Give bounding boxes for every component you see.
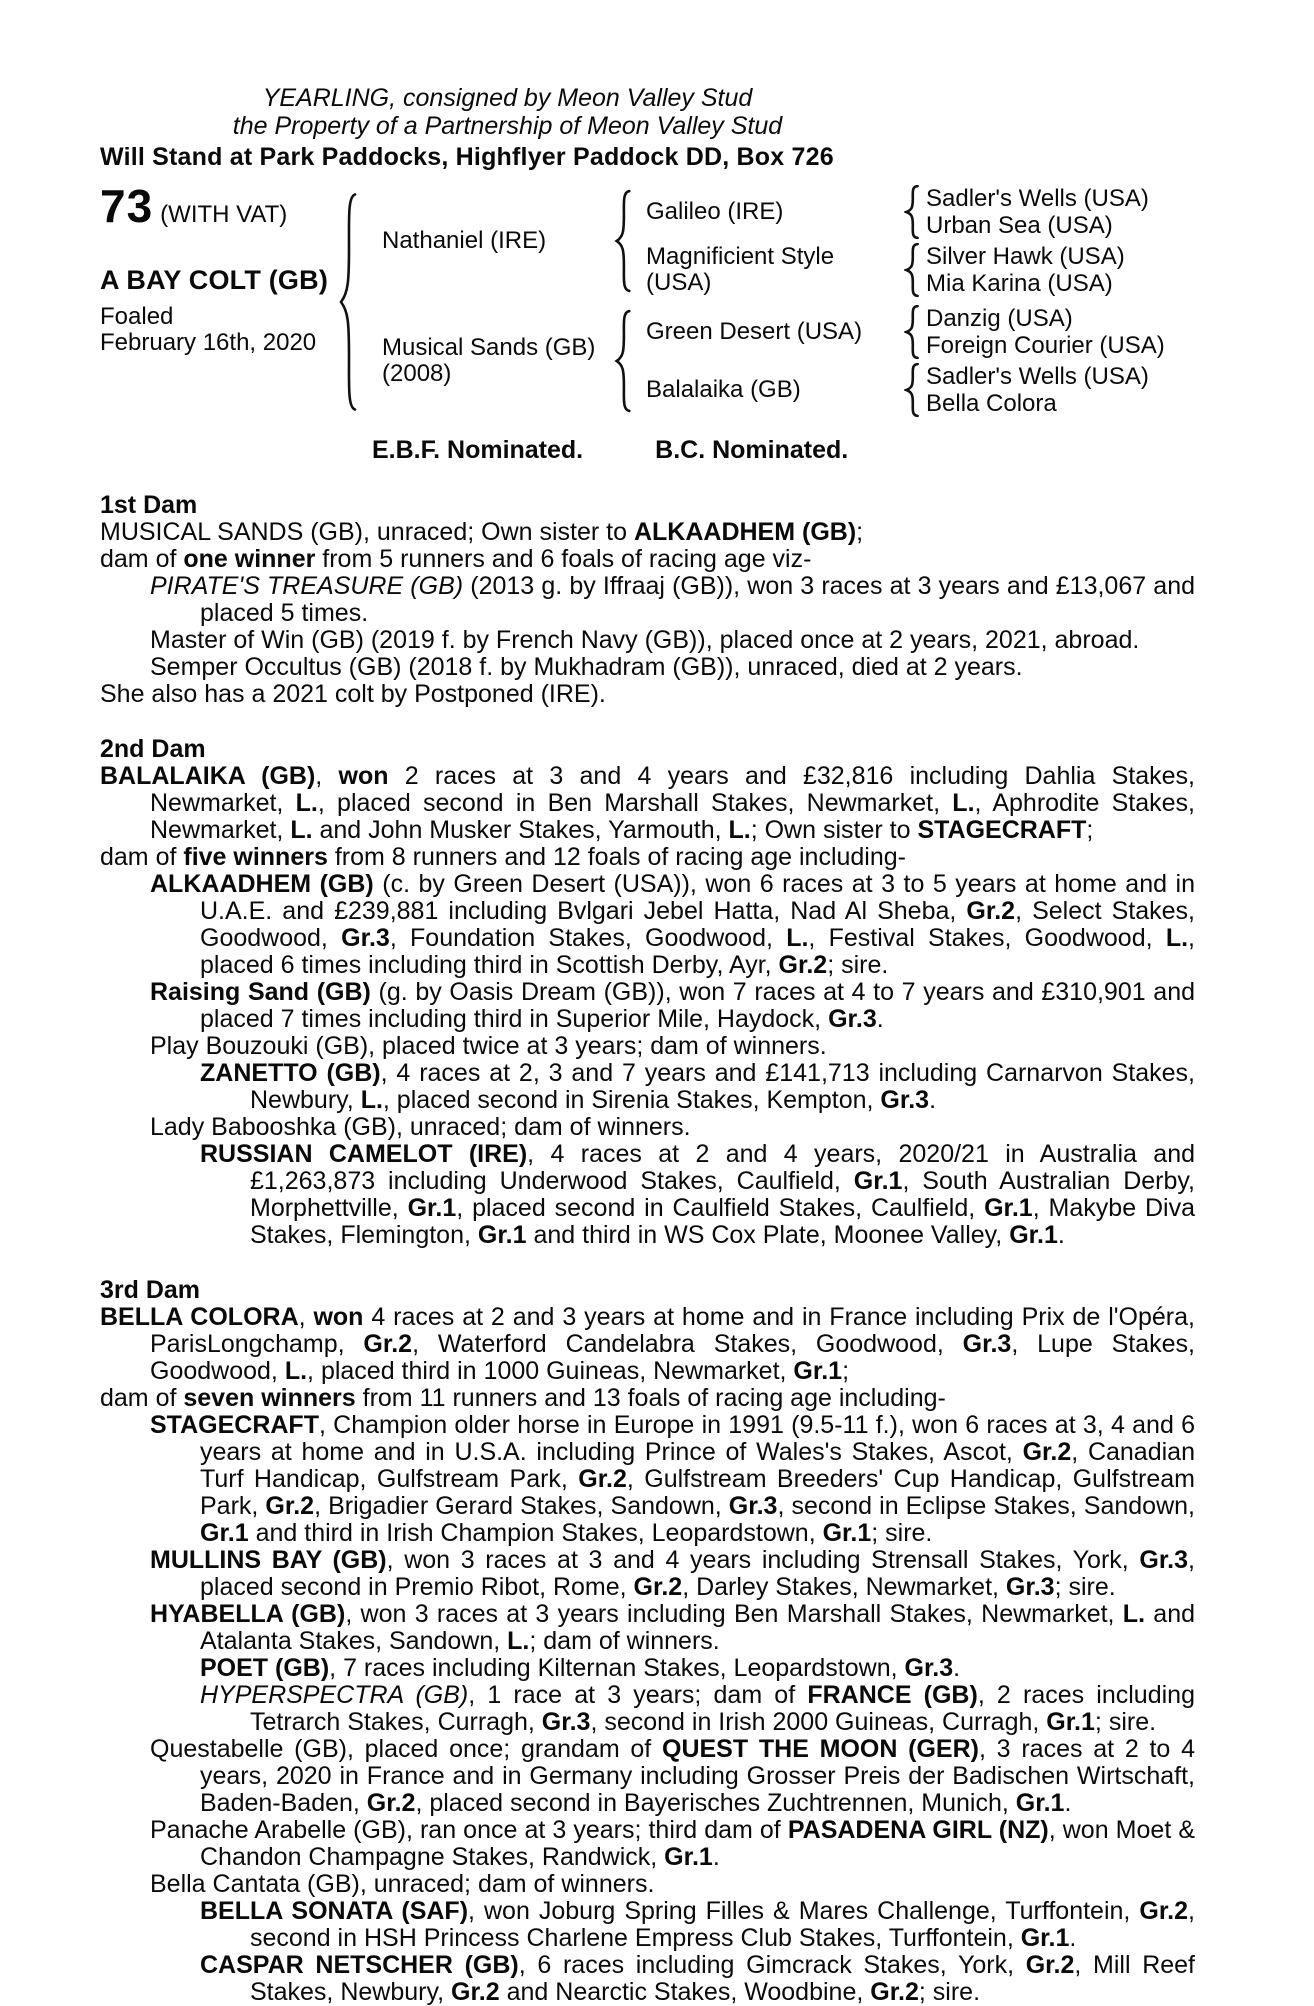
pedigree-text-paragraph	[100, 1385, 1195, 1412]
pedigree-text-paragraph	[100, 979, 1195, 1033]
text-segment: ;	[842, 1357, 850, 1385]
dam-name-block	[382, 335, 606, 387]
text-segment: BELLA SONATA (SAF)	[200, 1897, 469, 1925]
text-segment: , 7 races including Kilternan Stakes, Leopardstown,	[329, 1654, 905, 1682]
pedigree-brace-icon	[904, 185, 920, 239]
text-segment: Gr.2	[578, 1465, 627, 1493]
pedigree-table	[100, 180, 1195, 418]
text-segment: , Festival Stakes, Goodwood,	[808, 924, 1166, 952]
dam-dam-dam-name: Bella Colora	[926, 390, 1057, 417]
stand-location-line: Will Stand at Park Paddocks, Highflyer Paddock DD, Box 726	[100, 143, 834, 171]
text-segment: Master of Win (GB) (2019 f. by French Navy (GB)), placed once at 2 years, 2021, abroad.	[150, 626, 1140, 654]
text-segment: and Atalanta Stakes, Sandown,	[200, 1600, 1196, 1655]
text-segment: ,	[315, 762, 339, 790]
text-segment: Gr.1	[853, 1167, 903, 1195]
text-segment: L.	[1165, 924, 1189, 952]
text-segment: Gr.2	[1139, 1897, 1189, 1925]
foaled-label: Foaled	[100, 303, 174, 330]
text-segment: MUSICAL SANDS (GB), unraced; Own sister to	[100, 518, 634, 546]
text-segment: HYPERSPECTRA (GB)	[200, 1681, 469, 1709]
text-segment: , Select Stakes, Goodwood,	[200, 897, 1195, 952]
pedigree-text-paragraph	[100, 519, 1195, 546]
dam-section-heading: 1st Dam	[100, 491, 198, 519]
pedigree-text-paragraph	[100, 1817, 1195, 1871]
pedigree-text-paragraph	[100, 1601, 1195, 1655]
vat-note: (WITH VAT)	[160, 201, 288, 228]
pedigree-text-paragraph	[100, 763, 1195, 844]
lot-line	[100, 180, 336, 232]
dam-block	[382, 306, 1195, 416]
text-segment: L.	[507, 1627, 530, 1655]
text-segment: L.	[728, 816, 751, 844]
text-segment: Gr.3	[962, 1330, 1012, 1358]
text-segment: .	[953, 1654, 961, 1682]
text-segment: ZANETTO (GB)	[200, 1059, 381, 1087]
text-segment: Semper Occultus (GB) (2018 f. by Mukhadram (GB)), unraced, died at 2 years.	[150, 653, 1023, 681]
text-segment: PASADENA GIRL (NZ)	[787, 1816, 1049, 1844]
text-segment: .	[1069, 1924, 1077, 1952]
text-segment: .	[1057, 1221, 1065, 1249]
bc-nominated-label: B.C. Nominated.	[655, 436, 849, 464]
text-segment: Gr.2	[1025, 1951, 1075, 1979]
text-segment: Bella Cantata (GB), unraced; dam of winners.	[150, 1870, 655, 1898]
text-segment: , placed second in Caulfield Stakes, Caulfield,	[456, 1194, 985, 1222]
text-segment: (2013 g. by Iffraaj (GB)), won 3 races at 3 years and £13,067 and placed 5 times.	[200, 572, 1195, 627]
text-segment: , won Joburg Spring Filles & Mares Challenge, Turffontein,	[468, 1897, 1140, 1925]
pedigree-brace-icon	[614, 189, 632, 293]
text-segment: , Gulfstream Breeders' Cup Handicap, Gulfstream Park,	[200, 1465, 1195, 1520]
text-segment: , second in Eclipse Stakes, Sandown,	[777, 1492, 1195, 1520]
text-segment: .	[1064, 1789, 1072, 1817]
text-segment: Gr.1	[793, 1357, 843, 1385]
text-segment: (c. by Green Desert (USA)), won 6 races at 3 to 5 years at home and in U.A.E. and £239,881 including Bvlgari Jebel Hatta, Nad Al Sheba,	[200, 870, 1195, 925]
text-segment: L.	[295, 789, 318, 817]
dam-sire-row	[646, 306, 1165, 358]
text-segment: ; dam of winners.	[529, 1627, 720, 1655]
text-segment: Gr.3	[728, 1492, 778, 1520]
pedigree-text-paragraph	[100, 1871, 1195, 1898]
text-segment: Gr.2	[265, 1492, 315, 1520]
sire-dam-sire-name: Silver Hawk (USA)	[926, 243, 1125, 270]
text-segment: one winner	[183, 545, 316, 573]
pedigree-brace-icon	[904, 243, 920, 297]
dam-section-heading: 3rd Dam	[100, 1276, 201, 1304]
pedigree-text-paragraph	[100, 1952, 1195, 2006]
text-segment: 4 races at 2 and 3 years at home and in France including Prix de l'Opéra, ParisLongchamp,	[150, 1303, 1195, 1358]
text-segment: Gr.1	[477, 1221, 527, 1249]
pedigree-text-paragraph	[100, 1655, 1195, 1682]
pedigree-text-paragraph	[100, 627, 1195, 654]
text-segment: , Foundation Stakes, Goodwood,	[389, 924, 787, 952]
text-segment: , placed second in Bayerisches Zuchtrennen, Munich,	[415, 1789, 1016, 1817]
text-segment: PIRATE'S TREASURE (GB)	[150, 572, 464, 600]
text-segment: , 1 race at 3 years; dam of	[468, 1681, 808, 1709]
text-segment: dam of	[100, 545, 184, 573]
text-segment: 2 races at 3 and 4 years and £32,816 including Dahlia Stakes, Newmarket,	[150, 762, 1196, 817]
text-segment: , Lupe Stakes, Goodwood,	[150, 1330, 1195, 1385]
pedigree-tree	[382, 186, 1195, 416]
consignor-line-2: the Property of a Partnership of Meon Valley Stud	[232, 112, 783, 140]
pedigree-text-paragraph	[100, 1412, 1195, 1547]
lot-block	[100, 180, 336, 356]
pedigree-text-paragraph	[100, 1033, 1195, 1060]
text-segment: BALALAIKA (GB)	[100, 762, 316, 790]
text-segment: L.	[360, 1086, 383, 1114]
text-segment: Gr.1	[984, 1194, 1033, 1222]
text-segment: HYABELLA (GB)	[150, 1600, 346, 1628]
text-segment: Questabelle (GB), placed once; grandam of	[150, 1735, 662, 1763]
text-segment: , won Moet & Chandon Champagne Stakes, Randwick,	[200, 1816, 1196, 1871]
dam-sire-sire-name: Danzig (USA)	[926, 305, 1073, 332]
text-segment: POET (GB)	[200, 1654, 330, 1682]
text-segment: Gr.3	[1139, 1546, 1189, 1574]
dam-grandparents	[646, 306, 1165, 416]
text-segment: , placed second in Premio Ribot, Rome,	[200, 1546, 1195, 1601]
text-segment: ; sire.	[918, 1978, 981, 2006]
text-segment: Gr.2	[363, 1330, 413, 1358]
text-segment: ;	[1086, 816, 1094, 844]
sire-sire-name: Galileo (IRE)	[646, 198, 784, 225]
text-segment: , placed second in Sirenia Stakes, Kempton,	[382, 1086, 881, 1114]
text-segment: Gr.3	[341, 924, 390, 952]
text-segment: seven winners	[183, 1384, 356, 1412]
text-segment: L.	[284, 1357, 308, 1385]
text-segment: Gr.1	[1046, 1708, 1095, 1736]
text-segment: L.	[1122, 1600, 1146, 1628]
dam-dam-sire-name: Sadler's Wells (USA)	[926, 363, 1149, 390]
text-segment: Gr.3	[904, 1654, 954, 1682]
text-segment: .	[929, 1086, 937, 1114]
pedigree-text-paragraph	[100, 871, 1195, 979]
horse-title: A BAY COLT (GB)	[100, 265, 329, 295]
dam-sections	[100, 492, 1195, 2006]
text-segment: L.	[290, 816, 313, 844]
text-segment: Raising Sand (GB)	[150, 978, 371, 1006]
nominations-line	[100, 436, 1195, 464]
text-segment: and John Musker Stakes, Yarmouth,	[312, 816, 729, 844]
text-segment: (g. by Oasis Dream (GB)), won 7 races at 4 to 7 years and £310,901 and placed 7 times including third in Superior Mile, Haydock,	[200, 978, 1196, 1033]
dam-dam-name: Balalaika (GB)	[646, 376, 801, 403]
pedigree-text-paragraph	[100, 1304, 1195, 1385]
text-segment: ;	[856, 518, 864, 546]
text-segment: five winners	[183, 843, 328, 871]
text-segment: Gr.1	[200, 1519, 249, 1547]
text-segment: , placed 6 times including third in Scottish Derby, Ayr,	[200, 924, 1195, 979]
text-segment: from 8 runners and 12 foals of racing age including-	[327, 843, 906, 871]
text-segment: BELLA COLORA	[100, 1303, 299, 1331]
dam-sire-dam-name: Foreign Courier (USA)	[926, 332, 1165, 359]
pedigree-text-paragraph	[100, 1547, 1195, 1601]
dam-name: Musical Sands (GB)	[382, 334, 596, 361]
text-segment: , 6 races including Gimcrack Stakes, York,	[518, 1951, 1026, 1979]
text-segment: QUEST THE MOON (GER)	[662, 1735, 979, 1763]
text-segment: dam of	[100, 843, 184, 871]
text-segment: dam of	[100, 1384, 184, 1412]
text-segment: Gr.2	[870, 1978, 919, 2006]
pedigree-text-paragraph	[100, 1141, 1195, 1249]
text-segment: Gr.3	[1005, 1573, 1055, 1601]
pedigree-text-paragraph	[100, 1898, 1195, 1952]
ebf-nominated-label: E.B.F. Nominated.	[372, 436, 584, 464]
text-segment: , Brigadier Gerard Stakes, Sandown,	[314, 1492, 729, 1520]
great-grandparents	[926, 186, 1149, 238]
text-segment: CASPAR NETSCHER (GB)	[200, 1951, 519, 1979]
text-segment: and third in WS Cox Plate, Moonee Valley,	[526, 1221, 1010, 1249]
text-segment: Gr.2	[778, 951, 828, 979]
text-segment: Gr.1	[1020, 1924, 1070, 1952]
text-segment: , second in HSH Princess Charlene Empress Club Stakes, Turffontein,	[250, 1897, 1195, 1952]
pedigree-brace-icon	[904, 305, 920, 359]
text-segment: STAGECRAFT	[150, 1411, 319, 1439]
dam-dam-row	[646, 364, 1165, 416]
text-segment: , Champion older horse in Europe in 1991 (9.5-11 f.), won 6 races at 3, 4 and 6 years at home and in U.S.A. including Prince of Wales's Stakes, Ascot,	[200, 1411, 1195, 1466]
consignor-line-1: YEARLING, consigned by Meon Valley Stud	[262, 84, 753, 112]
sire-dam-dam-name: Mia Karina (USA)	[926, 270, 1113, 297]
text-segment: Gr.3	[541, 1708, 591, 1736]
text-segment: Gr.3	[828, 1005, 877, 1033]
text-segment: Lady Babooshka (GB), unraced; dam of winners.	[150, 1113, 691, 1141]
text-segment: , Mill Reef Stakes, Newbury,	[250, 1951, 1195, 2006]
text-segment: , Aphrodite Stakes, Newmarket,	[150, 789, 1195, 844]
lot-number: 73	[100, 180, 154, 232]
sire-sire-sire-name: Sadler's Wells (USA)	[926, 185, 1149, 212]
text-segment: , Makybe Diva Stakes, Flemington,	[250, 1194, 1196, 1249]
text-segment: Gr.3	[880, 1086, 930, 1114]
pedigree-text-paragraph	[100, 844, 1195, 871]
text-segment: Gr.2	[451, 1978, 500, 2006]
pedigree-text-paragraph	[100, 1682, 1195, 1736]
text-segment: Gr.1	[1015, 1789, 1065, 1817]
text-segment: Gr.1	[822, 1519, 872, 1547]
text-segment: Gr.1	[407, 1194, 457, 1222]
text-segment: RUSSIAN CAMELOT (IRE)	[200, 1140, 528, 1168]
pedigree-brace-icon	[614, 309, 632, 413]
sire-dam-name: Magnificient Style (USA)	[646, 243, 835, 296]
text-segment: Gr.1	[1009, 1221, 1058, 1249]
text-segment: ; sire.	[827, 951, 889, 979]
text-segment: Play Bouzouki (GB), placed twice at 3 years; dam of winners.	[150, 1032, 827, 1060]
text-segment: , won 3 races at 3 and 4 years including Strensall Stakes, York,	[386, 1546, 1140, 1574]
text-segment: Gr.2	[366, 1789, 416, 1817]
pedigree-text-paragraph	[100, 654, 1195, 681]
text-segment: ALKAADHEM (GB)	[633, 518, 857, 546]
text-segment: ALKAADHEM (GB)	[150, 870, 374, 898]
dam-section-heading: 2nd Dam	[100, 735, 206, 763]
text-segment: from 11 runners and 13 foals of racing age including-	[355, 1384, 946, 1412]
sire-sire-row	[646, 186, 1149, 238]
text-segment: from 5 runners and 6 foals of racing age viz-	[315, 545, 812, 573]
text-segment: , Darley Stakes, Newmarket,	[682, 1573, 1006, 1601]
text-segment: won	[338, 762, 389, 790]
great-grandparents	[926, 244, 1125, 296]
text-segment: Gr.2	[1022, 1438, 1072, 1466]
sire-sire-dam-name: Urban Sea (USA)	[926, 212, 1113, 239]
text-segment: , second in Irish 2000 Guineas, Curragh,	[590, 1708, 1047, 1736]
text-segment: , 4 races at 2 and 4 years, 2020/21 in Australia and £1,263,873 including Underwood Stakes, Caulfield,	[250, 1140, 1196, 1195]
pedigree-text-paragraph	[100, 1736, 1195, 1817]
text-segment: ,	[298, 1303, 314, 1331]
text-segment: Gr.2	[633, 1573, 683, 1601]
text-segment: , placed second in Ben Marshall Stakes, Newmarket,	[317, 789, 953, 817]
text-segment: STAGECRAFT	[917, 816, 1087, 844]
sire-name: Nathaniel (IRE)	[382, 227, 547, 254]
text-segment: won	[313, 1303, 364, 1331]
pedigree-text-paragraph	[100, 1060, 1195, 1114]
sire-block	[382, 186, 1195, 296]
text-segment: .	[876, 1005, 884, 1033]
great-grandparents	[926, 306, 1165, 358]
text-segment: .	[712, 1843, 720, 1871]
text-segment: , placed third in 1000 Guineas, Newmarket,	[307, 1357, 794, 1385]
text-segment: ; sire.	[1094, 1708, 1157, 1736]
text-segment: and Nearctic Stakes, Woodbine,	[499, 1978, 871, 2006]
dam-year: (2008)	[382, 360, 452, 387]
pedigree-brace-icon	[338, 190, 358, 414]
text-segment: , South Australian Derby, Morphettville,	[250, 1167, 1195, 1222]
text-segment: FRANCE (GB)	[807, 1681, 978, 1709]
text-segment: L.	[786, 924, 809, 952]
text-segment: Gr.2	[966, 897, 1016, 925]
pedigree-brace-icon	[904, 363, 920, 417]
text-segment: MULLINS BAY (GB)	[150, 1546, 387, 1574]
sire-grandparents	[646, 186, 1149, 296]
text-segment: , Waterford Candelabra Stakes, Goodwood,	[412, 1330, 963, 1358]
text-segment: ; sire.	[871, 1519, 933, 1547]
text-segment: She also has a 2021 colt by Postponed (IRE).	[100, 680, 606, 708]
sire-dam-row	[646, 244, 1149, 296]
text-segment: , won 3 races at 3 years including Ben Marshall Stakes, Newmarket,	[345, 1600, 1123, 1628]
text-segment: , Canadian Turf Handicap, Gulfstream Park,	[200, 1438, 1195, 1493]
text-segment: , 3 races at 2 to 4 years, 2020 in France and in Germany including Grosser Preis der Badischen Wirtschaft, Baden-Baden,	[200, 1735, 1195, 1817]
text-segment: , 4 races at 2, 3 and 7 years and £141,713 including Carnarvon Stakes, Newbury,	[250, 1059, 1195, 1114]
text-segment: ; sire.	[1054, 1573, 1116, 1601]
foaled-date: February 16th, 2020	[100, 329, 317, 356]
pedigree-text-paragraph	[100, 573, 1195, 627]
great-grandparents	[926, 364, 1149, 416]
pedigree-text-paragraph	[100, 681, 1195, 708]
pedigree-text-paragraph	[100, 546, 1195, 573]
text-segment: Panache Arabelle (GB), ran once at 3 years; third dam of	[150, 1816, 788, 1844]
dam-sire-name: Green Desert (USA)	[646, 318, 863, 345]
text-segment: and third in Irish Champion Stakes, Leopardstown,	[248, 1519, 823, 1547]
text-segment: , 2 races including Tetrarch Stakes, Curragh,	[250, 1681, 1195, 1736]
pedigree-text-paragraph	[100, 1114, 1195, 1141]
text-segment: L.	[952, 789, 975, 817]
text-segment: ; Own sister to	[750, 816, 918, 844]
text-segment: Gr.1	[664, 1843, 713, 1871]
